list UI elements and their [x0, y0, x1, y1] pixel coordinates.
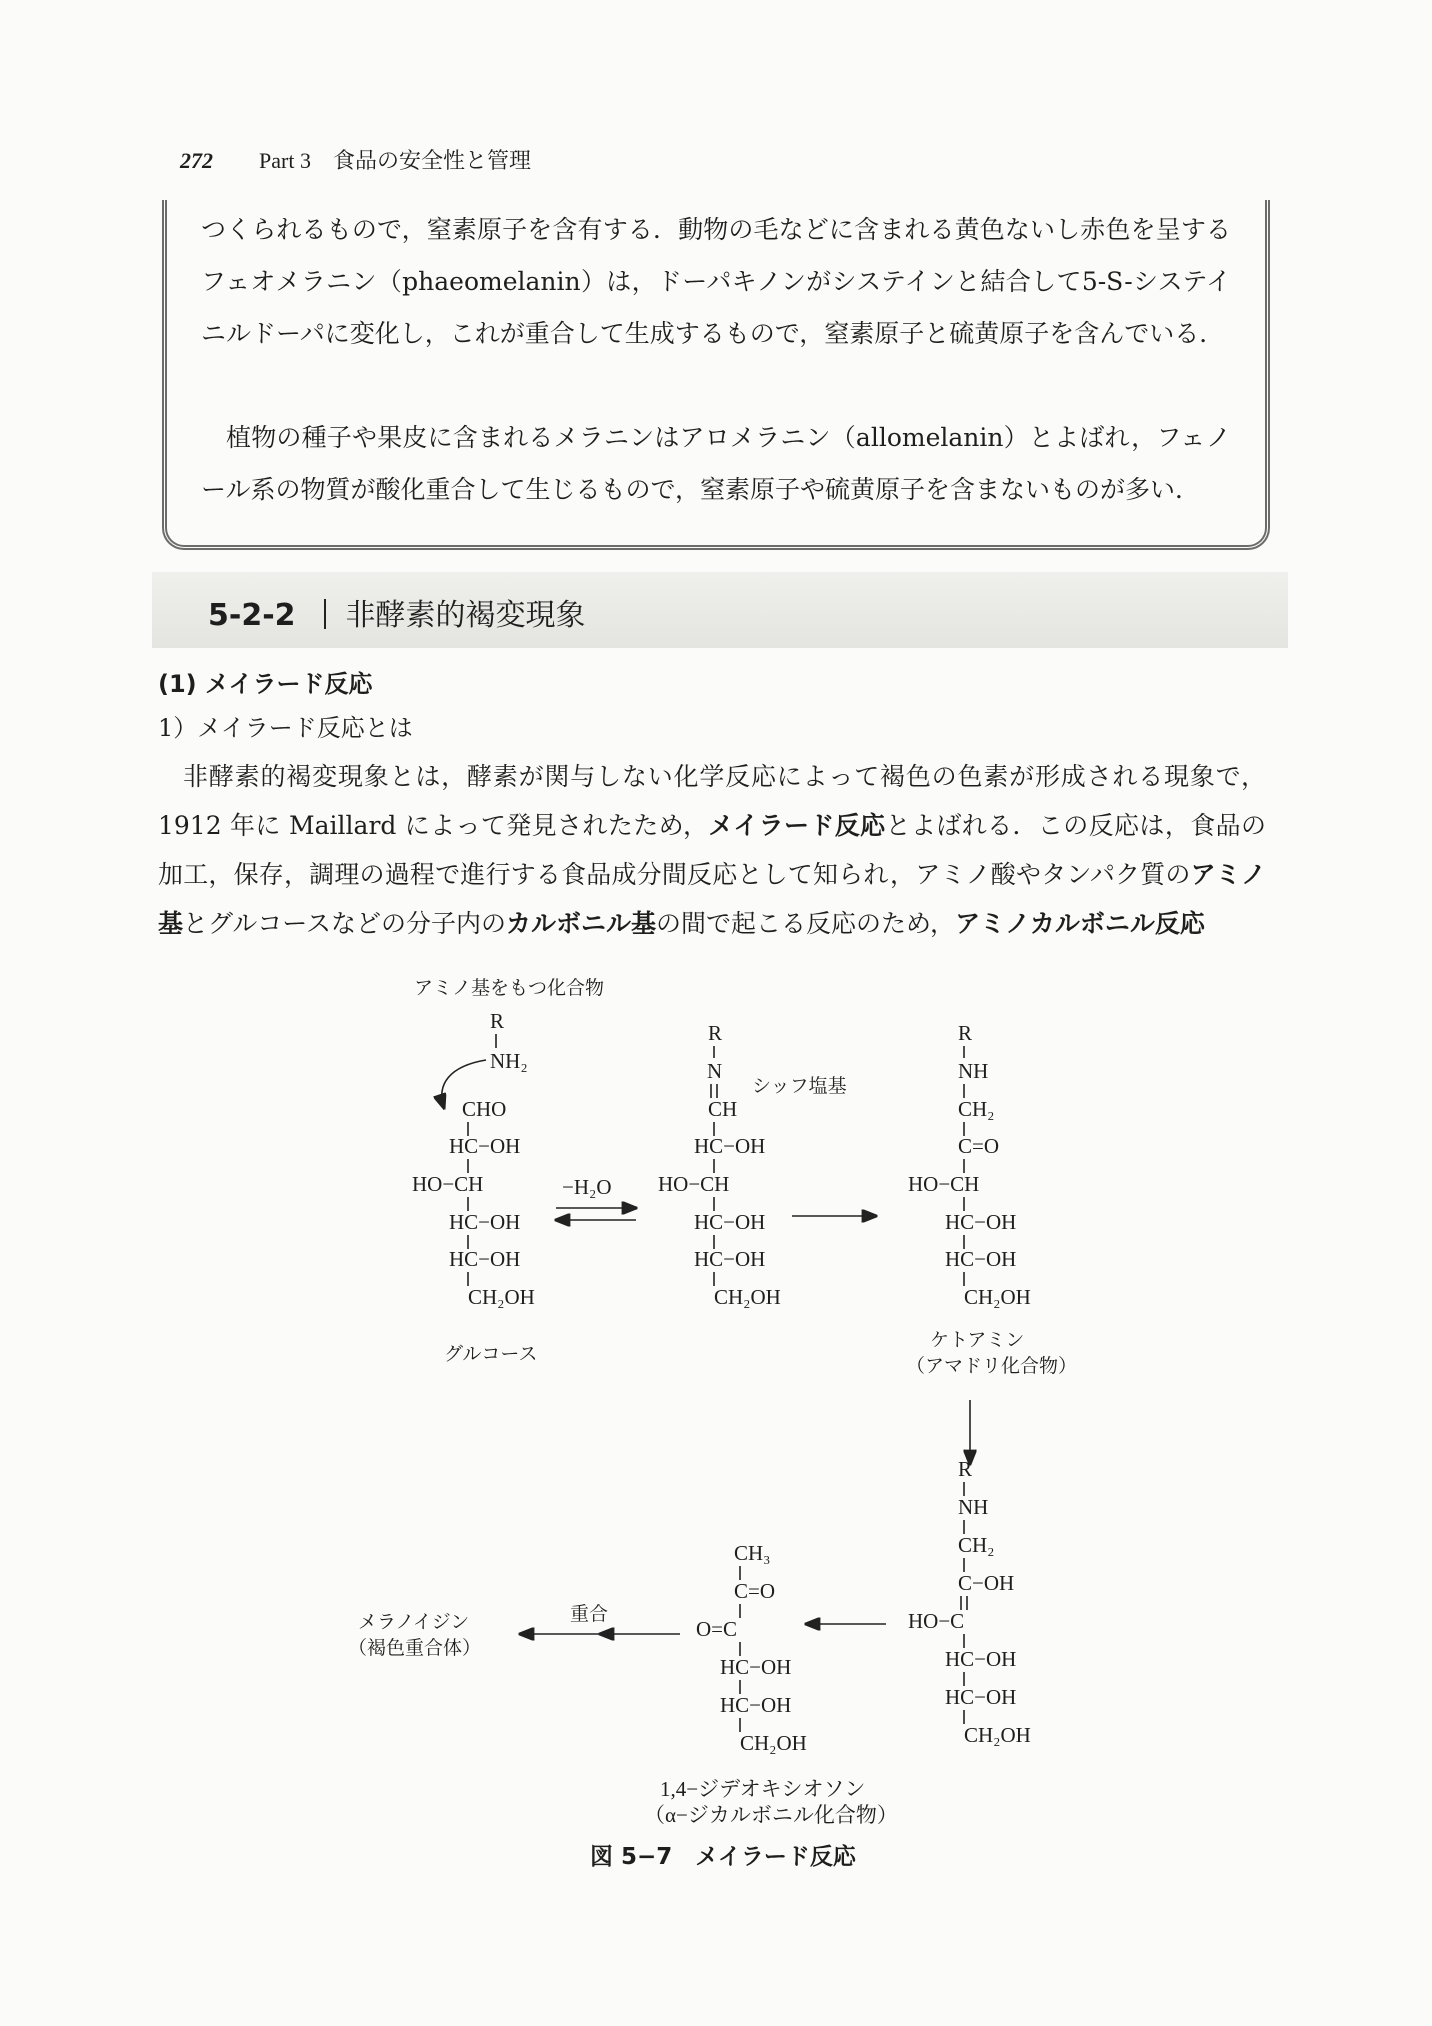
subsubsection-heading: 1）メイラード反応とは	[158, 714, 413, 742]
ketoamine-ch2: CH₂	[958, 1097, 995, 1121]
enol-coh: C−OH	[958, 1571, 1015, 1595]
glucose-label: グルコース	[444, 1343, 538, 1365]
schiff-c3: HO−CH	[658, 1172, 730, 1196]
glucose-cho: CHO	[462, 1097, 507, 1121]
enol-r: R	[958, 1457, 973, 1481]
schiff-c5: HC−OH	[694, 1247, 766, 1271]
glucose-c6: CH₂OH	[468, 1285, 535, 1309]
polymerization-label: 重合	[570, 1603, 609, 1625]
osone-c4: HC−OH	[720, 1655, 792, 1679]
enol-c5: HC−OH	[945, 1685, 1017, 1709]
ketoamine-nh: NH	[958, 1059, 989, 1083]
term-carbonyl-group: カルボニル基	[506, 909, 657, 938]
part-title: Part 3 食品の安全性と管理	[259, 148, 531, 173]
glucose-c3: HO−CH	[412, 1172, 484, 1196]
dicarbonyl-label: （α−ジカルボニル化合物）	[644, 1803, 898, 1827]
enol-c6: CH₂OH	[964, 1723, 1031, 1747]
body-text-4: の間で起こる反応のため，	[656, 909, 956, 938]
glucose-amine-r: R	[490, 1009, 505, 1033]
ketoamine-r: R	[958, 1021, 973, 1045]
body-text-3: とグルコースなどの分子内の	[183, 909, 507, 938]
minus-water-label: −H₂O	[562, 1175, 612, 1199]
amino-compound-label: アミノ基をもつ化合物	[414, 977, 605, 999]
ketoamine-c6: CH₂OH	[964, 1285, 1031, 1309]
osone-co: C=O	[734, 1579, 776, 1603]
schiff-r: R	[708, 1021, 723, 1045]
ketoamine-label: ケトアミン	[930, 1329, 1025, 1351]
glucose-c5: HC−OH	[449, 1247, 521, 1271]
figure-caption: 図 5−7 メイラード反応	[590, 1844, 856, 1870]
glucose-amine-nh2: NH₂	[490, 1049, 528, 1073]
schiff-base-label: シッフ塩基	[752, 1075, 847, 1097]
glucose-c4: HC−OH	[449, 1210, 521, 1234]
body-paragraph	[158, 752, 1266, 948]
ketoamine-co: C=O	[958, 1134, 1000, 1158]
enol-ch2: CH₂	[958, 1533, 995, 1557]
schiff-ch: CH	[708, 1097, 738, 1121]
glucose-c2: HC−OH	[449, 1134, 521, 1158]
section-number: 5-2-2	[208, 598, 296, 633]
osone-c5: HC−OH	[720, 1693, 792, 1717]
amadori-label: （アマドリ化合物）	[906, 1355, 1078, 1377]
schiff-n: N	[707, 1059, 723, 1083]
osone-c6: CH₂OH	[740, 1731, 807, 1755]
column-box	[162, 200, 1270, 550]
enol-c4: HC−OH	[945, 1647, 1017, 1671]
enol-hoc: HO−C	[908, 1609, 965, 1633]
subsection-heading: (1) メイラード反応	[158, 670, 373, 698]
ketoamine-c4: HC−OH	[945, 1210, 1017, 1234]
schiff-c2: HC−OH	[694, 1134, 766, 1158]
enol-nh: NH	[958, 1495, 989, 1519]
section-divider	[324, 599, 326, 629]
section-heading	[208, 590, 586, 634]
term-maillard: メイラード反応	[708, 811, 886, 840]
maillard-reaction-figure	[0, 960, 1432, 1840]
box-paragraph-2: 植物の種子や果皮に含まれるメラニンはアロメラニン（allomelanin）とよばれ，フェノール系の物質が酸化重合して生じるもので，窒素原子や硫黄原子を含まないものが多い．	[201, 423, 1231, 504]
page-header	[180, 144, 531, 175]
osone-ch3: CH₃	[734, 1541, 771, 1565]
section-title: 非酵素的褐変現象	[345, 598, 586, 633]
term-amino-group: アミノ基	[158, 860, 1266, 938]
ketoamine-c3: HO−CH	[908, 1172, 980, 1196]
box-paragraph-1: つくられるもので，窒素原子を含有する．動物の毛などに含まれる黄色ないし赤色を呈するフェオメラニン（phaeomelanin）は，ドーパキノンがシステインと結合して5-S-システイニルドーパに変化し，これが重合して生成するもので，窒素原子と硫黄原子を含んでいる．	[201, 215, 1231, 348]
ketoamine-c5: HC−OH	[945, 1247, 1017, 1271]
melanoidin-label: メラノイジン	[358, 1611, 470, 1633]
osone-oc: O=C	[696, 1617, 738, 1641]
page-number: 272	[180, 148, 213, 173]
term-aminocarbonyl: アミノカルボニル反応	[955, 909, 1205, 938]
schiff-c4: HC−OH	[694, 1210, 766, 1234]
body-text-1: 非酵素的褐変現象とは，酵素が関与しない化学反応によって褐色の色素が形成される現象で，1912 年に Maillard によって発見されたため，	[158, 762, 1266, 840]
schiff-c6: CH₂OH	[714, 1285, 781, 1309]
deoxyosone-label: 1,4−ジデオキシオソン	[660, 1777, 866, 1801]
body-text-2: とよばれる．この反応は，食品の加工，保存，調理の過程で進行する食品成分間反応として知られ，アミノ酸やタンパク質の	[158, 811, 1266, 889]
melanoidin-sub-label: （褐色重合体）	[348, 1637, 482, 1659]
